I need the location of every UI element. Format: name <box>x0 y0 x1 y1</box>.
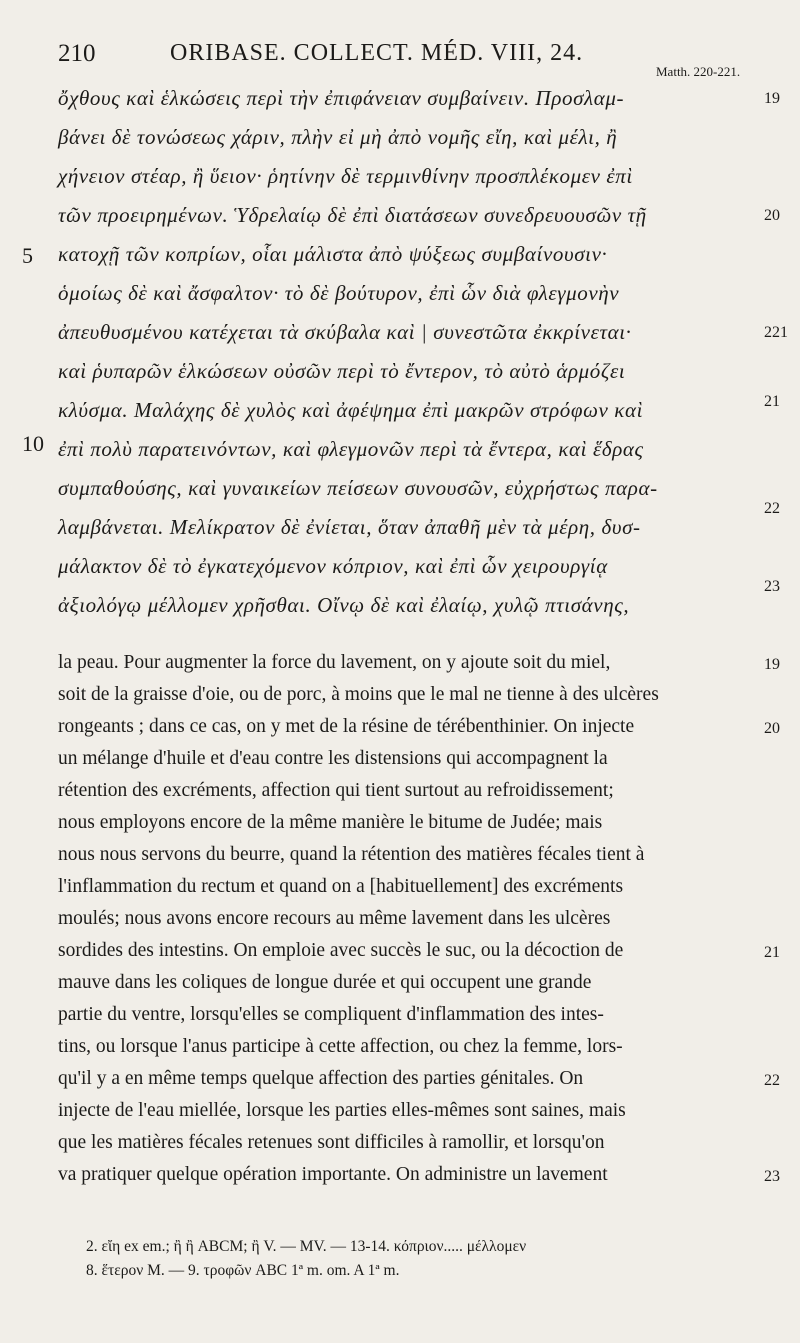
french-line: tins, ou lorsque l'anus participe à cette affection, ou chez la femme, lors- <box>58 1036 623 1057</box>
french-section-number: 21 <box>764 944 780 961</box>
greek-line: ἀξιολόγῳ μέλλομεν χρῆσθαι. Οἴνῳ δὲ καὶ ἐλαίῳ, χυλῷ πτισάνης, <box>58 593 630 617</box>
french-line: que les matières fécales retenues sont difficiles à ramollir, et lorsqu'on <box>58 1132 605 1153</box>
french-section-number: 22 <box>764 1072 780 1089</box>
greek-line: κατοχῇ τῶν κοπρίων, οἷαι μάλιστα ἀπὸ ψύξεως συμβαίνουσιν· <box>58 242 608 266</box>
matthaei-page-marker: 221 <box>764 324 788 341</box>
french-line: rétention des excréments, affection qui tient surtout au refroidissement; <box>58 780 614 801</box>
greek-line: ἐπὶ πολὺ παρατεινόντων, καὶ φλεγμονῶν περὶ τὰ ἔντερα, καὶ ἕδρας <box>58 437 644 461</box>
french-line: partie du ventre, lorsqu'elles se compliquent d'inflammation des intes- <box>58 1004 604 1025</box>
greek-line: χήνειον στέαρ, ἢ ὕειον· ῥητίνην δὲ τερμινθίνην προσπλέκομεν ἐπὶ <box>58 164 633 188</box>
greek-line: κλύσμα. Μαλάχης δὲ χυλὸς καὶ ἀφέψημα ἐπὶ μακρῶν στρόφων καὶ <box>58 398 644 422</box>
french-line: rongeants ; dans ce cas, on y met de la résine de térébenthinier. On injecte <box>58 716 635 737</box>
french-section-number: 23 <box>764 1168 780 1185</box>
greek-section-number: 22 <box>764 500 780 517</box>
greek-section-number: 19 <box>764 90 780 107</box>
footnote-line: 8. ἕτερον M. — 9. τροφῶν ABC 1ª m. om. A 1ª m. <box>86 1262 400 1279</box>
greek-line: βάνει δὲ τονώσεως χάριν, πλὴν εἰ μὴ ἀπὸ νομῆς εἴη, καὶ μέλι, ἢ <box>58 125 618 149</box>
greek-section-number: 20 <box>764 207 780 224</box>
french-line: soit de la graisse d'oie, ou de porc, à moins que le mal ne tienne à des ulcères <box>58 684 659 705</box>
french-section-number: 20 <box>764 720 780 737</box>
french-line: nous employons encore de la même manière le bitume de Judée; mais <box>58 812 603 833</box>
french-line: nous nous servons du beurre, quand la rétention des matières fécales tient à <box>58 844 645 865</box>
greek-line: λαμβάνεται. Μελίκρατον δὲ ἐνίεται, ὅταν ἀπαθῆ μὲν τὰ μέρη, δυσ- <box>58 515 641 539</box>
greek-section-number: 23 <box>764 578 780 595</box>
footnote-line: 2. εἴη ex em.; ἢ ἢ ABCM; ἢ V. — MV. — 13-14. κόπριον..... μέλλομεν <box>86 1238 527 1255</box>
greek-line: ἀπευθυσμένου κατέχεται τὰ σκύβαλα καὶ | συνεστῶτα ἐκκρίνεται· <box>58 320 632 344</box>
french-line: sordides des intestins. On emploie avec succès le suc, ou la décoction de <box>58 940 624 961</box>
greek-line: ὄχθους καὶ ἑλκώσεις περὶ τὴν ἐπιφάνειαν συμβαίνειν. Προσλαμ- <box>58 86 625 110</box>
matthaei-reference: Matth. 220-221. <box>656 64 741 79</box>
page-header <box>58 40 678 74</box>
running-title: ORIBASE. COLLECT. MÉD. VIII, 24. <box>170 40 584 66</box>
greek-line-number: 5 <box>22 243 33 268</box>
greek-line: συμπαθούσης, καὶ γυναικείων πείσεων συνουσῶν, εὐχρήστως παρα- <box>58 476 658 500</box>
french-section-number: 19 <box>764 656 780 673</box>
french-line: moulés; nous avons encore recours au même lavement dans les ulcères <box>58 908 611 929</box>
greek-line: καὶ ῥυπαρῶν ἑλκώσεων οὐσῶν περὶ τὸ ἔντερον, τὸ αὐτὸ ἁρμόζει <box>58 359 626 383</box>
greek-section-number: 21 <box>764 393 780 410</box>
greek-line: τῶν προειρημένων. Ὑδρελαίῳ δὲ ἐπὶ διατάσεων συνεδρευουσῶν τῇ <box>58 203 647 227</box>
french-line: injecte de l'eau miellée, lorsque les parties elles-mêmes sont saines, mais <box>58 1100 626 1121</box>
greek-line: ὁμοίως δὲ καὶ ἄσφαλτον· τὸ δὲ βούτυρον, ἐπὶ ὧν διὰ φλεγμονὴν <box>58 281 620 305</box>
french-line: va pratiquer quelque opération importante. On administre un lavement <box>58 1164 608 1185</box>
greek-line: μάλακτον δὲ τὸ ἐγκατεχόμενον κόπριον, καὶ ἐπὶ ὧν χειρουργίᾳ <box>58 554 608 578</box>
french-line: mauve dans les coliques de longue durée et qui occupent une grande <box>58 972 592 993</box>
page-number: 210 <box>58 40 96 67</box>
french-line: l'inflammation du rectum et quand on a [habituellement] des excréments <box>58 876 624 897</box>
greek-line-number: 10 <box>22 431 44 456</box>
french-line: la peau. Pour augmenter la force du lavement, on y ajoute soit du miel, <box>58 652 611 673</box>
french-line: un mélange d'huile et d'eau contre les distensions qui accompagnent la <box>58 748 608 769</box>
french-line: qu'il y a en même temps quelque affection des parties génitales. On <box>58 1068 584 1089</box>
